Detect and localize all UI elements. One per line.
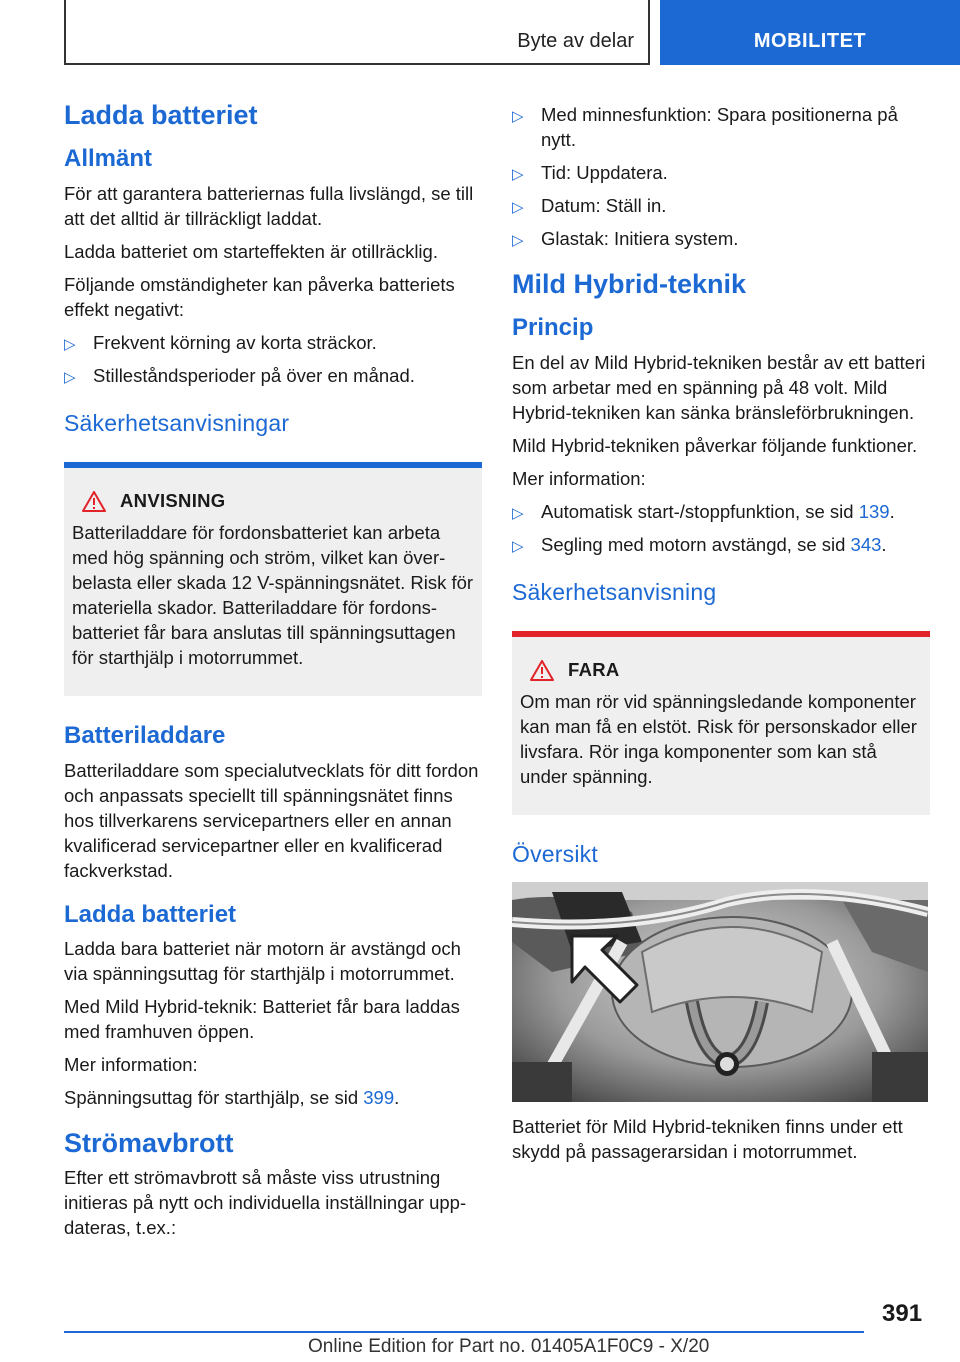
triangle-bullet-icon: ▷ [64,335,76,353]
triangle-bullet-icon: ▷ [512,166,524,183]
bullet-list [512,499,930,557]
heading-stromavbrott: Strömavbrott [64,1128,234,1159]
triangle-bullet-icon: ▷ [512,504,524,522]
paragraph: Med Mild Hybrid-teknik: Batteriet får bara laddas med framhuven öppen. [64,996,460,1043]
engine-bay-image [512,882,928,1102]
header-chapter-tab[interactable] [660,0,960,65]
paragraph: Ladda bara batteriet när motorn är avstängd och via spänningsuttag för starthjälp i motorrummet. [64,938,461,985]
danger-text: Om man rör vid spänningsledande komponenter kan man få en elstöt. Risk för personskador eller livsfara. Rör inga komponenter som kan stå under spänning. [520,691,917,788]
paragraph: Ladda batteriet om starteffekten är otillräcklig. [64,240,438,262]
left-column [64,100,482,1248]
heading-sakerhetsanvisning: Säkerhetsanvisning [512,578,717,605]
heading-ladda-batteriet-2: Ladda batteriet [64,900,237,928]
paragraph-reference: Spänningsuttag för starthjälp, se sid 399. [64,1087,400,1109]
heading-sakerhetsanvisningar: Säkerhetsanvisningar [64,409,290,436]
paragraph: För att garantera batteriernas fulla livslängd, se till att det alltid är tillräckligt laddat. [64,182,474,229]
danger-title: FARA [568,659,620,681]
list-item: ▷ Stilleståndsperioder på över en månad. [64,363,482,388]
notice-title: ANVISNING [120,490,226,512]
notice-box [64,462,482,696]
triangle-bullet-icon: ▷ [64,368,76,386]
danger-box [512,631,930,815]
footer-divider [64,1331,864,1333]
paragraph: Mild Hybrid-tekniken påverkar följande funktioner. [512,434,918,456]
triangle-bullet-icon: ▷ [512,199,524,216]
triangle-bullet-icon: ▷ [512,537,524,555]
warning-triangle-icon [82,491,106,512]
paragraph: En del av Mild Hybrid-tekniken består av ett batteri som arbetar med en spänning på 48 volt. Mild Hybrid-tekniken kan sänka bränsleförbrukningen. [512,351,926,423]
triangle-bullet-icon: ▷ [512,108,524,125]
warning-triangle-icon [530,660,554,681]
list-item: ▷ Med minnesfunktion: Spara positionerna på nytt. [512,104,898,150]
image-caption: Batteriet för Mild Hybrid-tekniken finns under ett skydd på passagerarsidan i motorrummet. [512,1115,903,1162]
page-link-399[interactable]: 399 [363,1087,395,1109]
bullet-list [512,102,930,251]
heading-batteriladdare: Batteriladdare [64,722,226,750]
paragraph: Mer information: [512,467,646,489]
paragraph: Batteriladdare som specialutvecklats för ditt fordon och anpassats speciellt till spänningsnätet finns hos tillverkarens servicepartners eller en annan kvalificerad servicepartner eller en kvalificerad fackverkstad. [64,759,479,881]
triangle-bullet-icon: ▷ [512,232,524,249]
list-item: ▷ Tid: Uppdatera. [512,160,930,185]
right-column [512,102,930,1172]
heading-oversikt: Översikt [512,841,598,868]
bullet-list [64,330,482,388]
paragraph: Mer information: [64,1054,198,1076]
paragraph: Efter ett strömavbrott så måste viss utrustning initieras på nytt och individuella inställningar uppdateras, t.ex.: [64,1167,467,1239]
paragraph: Följande omständigheter kan påverka batteriets effekt negativt: [64,273,455,320]
header-section-box [64,0,650,65]
header-section-title: Byte av delar [517,30,634,52]
list-item: ▷ Automatisk start-/stoppfunktion, se sid 139. [512,499,930,524]
list-item: ▷ Frekvent körning av korta sträckor. [64,330,482,355]
page-link-139[interactable]: 139 [858,500,890,522]
notice-text: Batteriladdare för fordonsbatteriet kan arbeta med hög spänning och ström, vilket kan överbelasta eller skada 12 V-spänningsnätet. Risk för materiella skador. Batteriladdare för fordonsbatteriet får bara anslutas till spänningsuttagen för starthjälp i motorrummet. [72,522,474,669]
list-item: ▷ Segling med motorn avstängd, se sid 343. [512,532,930,557]
heading-ladda-batteriet: Ladda batteriet [64,100,258,130]
footer-edition-text: Online Edition for Part no. 01405A1F0C9 - X/20 [308,1336,710,1357]
heading-princip: Princip [512,314,594,342]
list-item: ▷ Glastak: Initiera system. [512,226,930,251]
page-number: 391 [882,1300,923,1327]
list-item: ▷ Datum: Ställ in. [512,193,930,218]
heading-mild-hybrid-teknik: Mild Hybrid-teknik [512,269,747,299]
heading-allmant: Allmänt [64,145,153,173]
page-link-343[interactable]: 343 [850,533,882,555]
header-chapter-label: MOBILITET [753,30,867,52]
